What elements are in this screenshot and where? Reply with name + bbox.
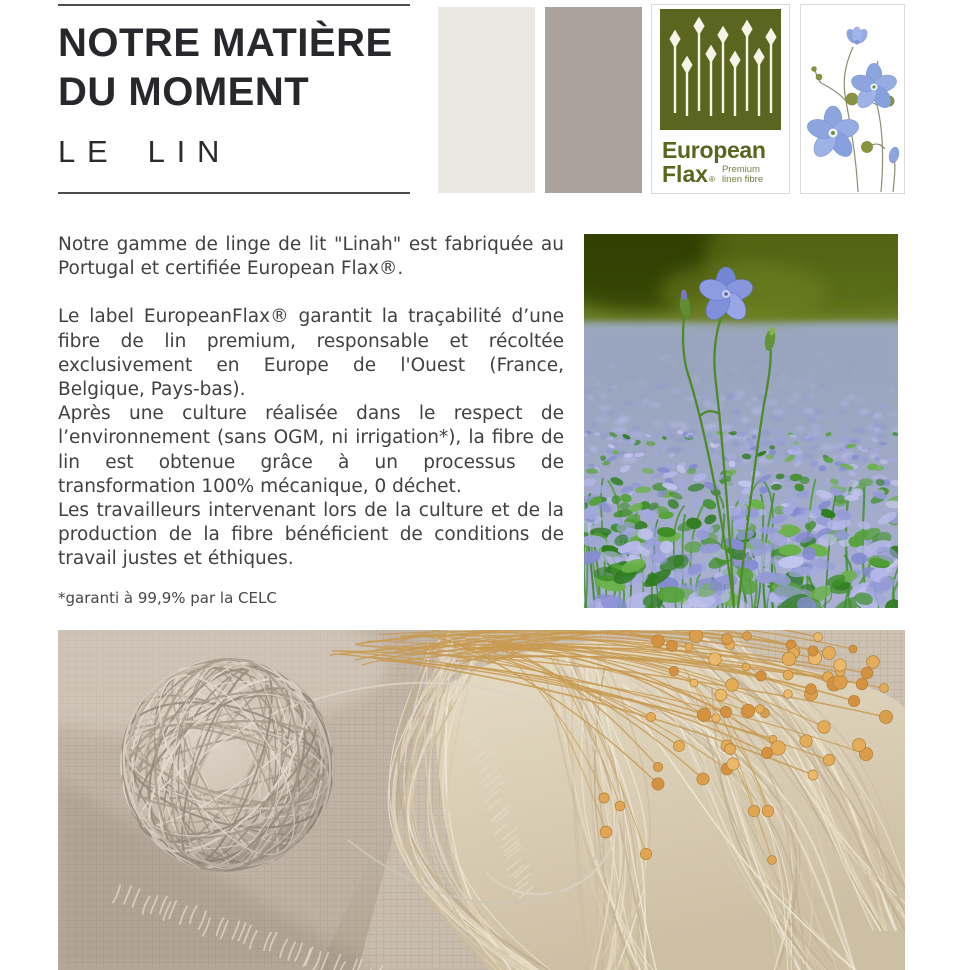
flax-stalks-svg <box>660 9 781 130</box>
linen-yarn-photo <box>58 630 905 970</box>
flax-illustration-svg <box>801 5 904 193</box>
title-block <box>58 4 410 194</box>
body-text <box>58 233 564 608</box>
flax-field-svg <box>584 234 898 608</box>
flax-flower-illustration <box>800 4 905 194</box>
paragraph: Le label EuropeanFlax® garantit la traçabilité d’une fibre de lin premium, responsable et récoltée exclusivement en Europe de l'Ouest (France, Belgique, Pays-bas). <box>58 306 564 401</box>
flax-stalks-icon <box>660 9 781 130</box>
logo-premium-line2: linen fibre <box>721 174 764 185</box>
flower-left <box>805 106 861 161</box>
logo-premium-line1: Premium <box>721 164 760 175</box>
logo-premium-text <box>722 165 763 186</box>
logo-wordmark <box>662 138 766 186</box>
paragraph: Notre gamme de linge de lit "Linah" est fabriquée au Portugal et certifiée European Flax®. <box>58 234 564 280</box>
footnote: *garanti à 99,9% par la CELC <box>58 588 277 607</box>
color-swatch-taupe <box>545 7 642 193</box>
logo-flax-word: Flax <box>662 161 709 187</box>
paragraph: Les travailleurs intervenant lors de la culture et de la production de la fibre bénéficient de conditions de travail justes et éthiques. <box>58 500 564 570</box>
european-flax-logo <box>651 4 790 194</box>
paragraph: Après une culture réalisée dans le respect de l’environnement (sans OGM, ni irrigation*), la fibre de lin est obtenue grâce à un processus de transformation 100% mécanique, 0 déchet. <box>58 403 564 497</box>
flax-field-photo <box>584 234 898 608</box>
flower-top <box>844 27 870 46</box>
page-title-line2: DU MOMENT <box>58 70 310 114</box>
registered-mark: ® <box>709 175 715 184</box>
page-title-line1: NOTRE MATIÈRE <box>58 21 393 65</box>
page-subtitle: LE LIN <box>58 134 232 169</box>
color-swatch-light <box>438 7 535 193</box>
logo-european-word: European <box>662 137 766 163</box>
linen-photo-svg <box>58 630 905 970</box>
